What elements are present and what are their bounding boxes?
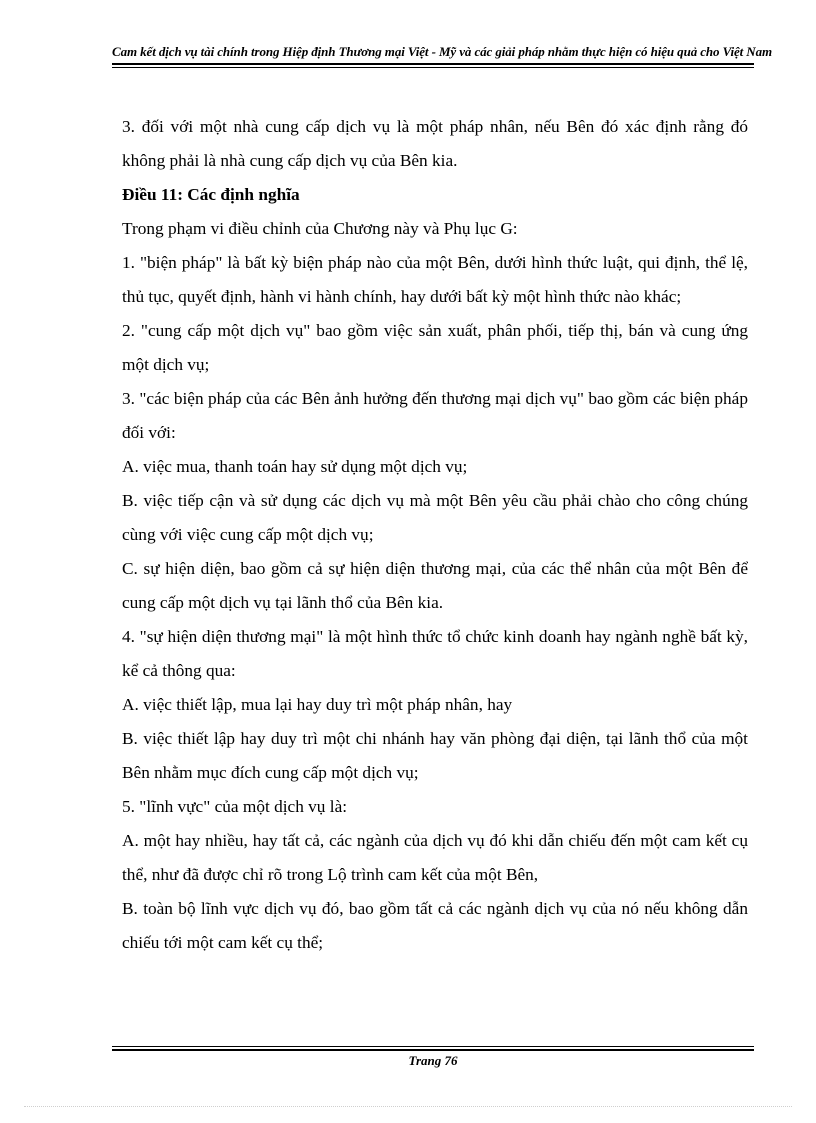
- definition-4: 4. "sự hiện diện thương mại" là một hình thức tổ chức kinh doanh hay ngành nghề bất kỳ, kể cả thông qua:: [122, 627, 748, 680]
- article-heading: Điều 11: Các định nghĩa: [122, 185, 300, 204]
- footer-rule-thick: [112, 1049, 754, 1051]
- definition-3-item-c: C. sự hiện diện, bao gồm cả sự hiện diện thương mại, của các thể nhân của một Bên để cung cấp một dịch vụ tại lãnh thổ của Bên kia.: [122, 559, 748, 612]
- definition-5: 5. "lĩnh vực" của một dịch vụ là:: [122, 797, 348, 816]
- definition-3-item-b: B. việc tiếp cận và sử dụng các dịch vụ mà một Bên yêu cầu phải chào cho công chúng cùng với việc cung cấp một dịch vụ;: [122, 491, 748, 544]
- header-rule-thick: [112, 63, 754, 65]
- running-header: Cam kết dịch vụ tài chính trong Hiệp định Thương mại Việt - Mỹ và các giải pháp nhằm thực hiện có hiệu quả cho Việt Nam: [112, 44, 773, 59]
- definition-5-item-b: B. toàn bộ lĩnh vực dịch vụ đó, bao gồm tất cả các ngành dịch vụ của nó nếu không dẫn chiếu tới một cam kết cụ thể;: [122, 899, 748, 952]
- definition-5-item-a: A. một hay nhiều, hay tất cả, các ngành của dịch vụ đó khi dẫn chiếu đến một cam kết cụ thể, như đã được chỉ rõ trong Lộ trình cam kết của một Bên,: [122, 831, 748, 884]
- definition-1: 1. "biện pháp" là bất kỳ biện pháp nào của một Bên, dưới hình thức luật, qui định, thể lệ, thủ tục, quyết định, hành vi hành chính, hay dưới bất kỳ một hình thức nào khác;: [122, 253, 748, 306]
- document-body: [122, 110, 748, 960]
- page-number: Trang 76: [408, 1053, 458, 1068]
- definition-4-item-a: A. việc thiết lập, mua lại hay duy trì một pháp nhân, hay: [122, 695, 513, 714]
- definition-4-item-b: B. việc thiết lập hay duy trì một chi nhánh hay văn phòng đại diện, tại lãnh thổ của một Bên nhằm mục đích cung cấp một dịch vụ;: [122, 729, 748, 782]
- page-edge-dotted-line: [24, 1106, 792, 1107]
- header-rule-thin: [112, 67, 754, 68]
- paragraph-clause-3-end: 3. đối với một nhà cung cấp dịch vụ là một pháp nhân, nếu Bên đó xác định rằng đó không phải là nhà cung cấp dịch vụ của Bên kia.: [122, 117, 748, 170]
- footer-rule-thin: [112, 1046, 754, 1047]
- definition-2: 2. "cung cấp một dịch vụ" bao gồm việc sản xuất, phân phối, tiếp thị, bán và cung ứng một dịch vụ;: [122, 321, 748, 374]
- paragraph-scope: Trong phạm vi điều chỉnh của Chương này và Phụ lục G:: [122, 219, 518, 238]
- definition-3: 3. "các biện pháp của các Bên ảnh hưởng đến thương mại dịch vụ" bao gồm các biện pháp đối với:: [122, 389, 748, 442]
- definition-3-item-a: A. việc mua, thanh toán hay sử dụng một dịch vụ;: [122, 457, 468, 476]
